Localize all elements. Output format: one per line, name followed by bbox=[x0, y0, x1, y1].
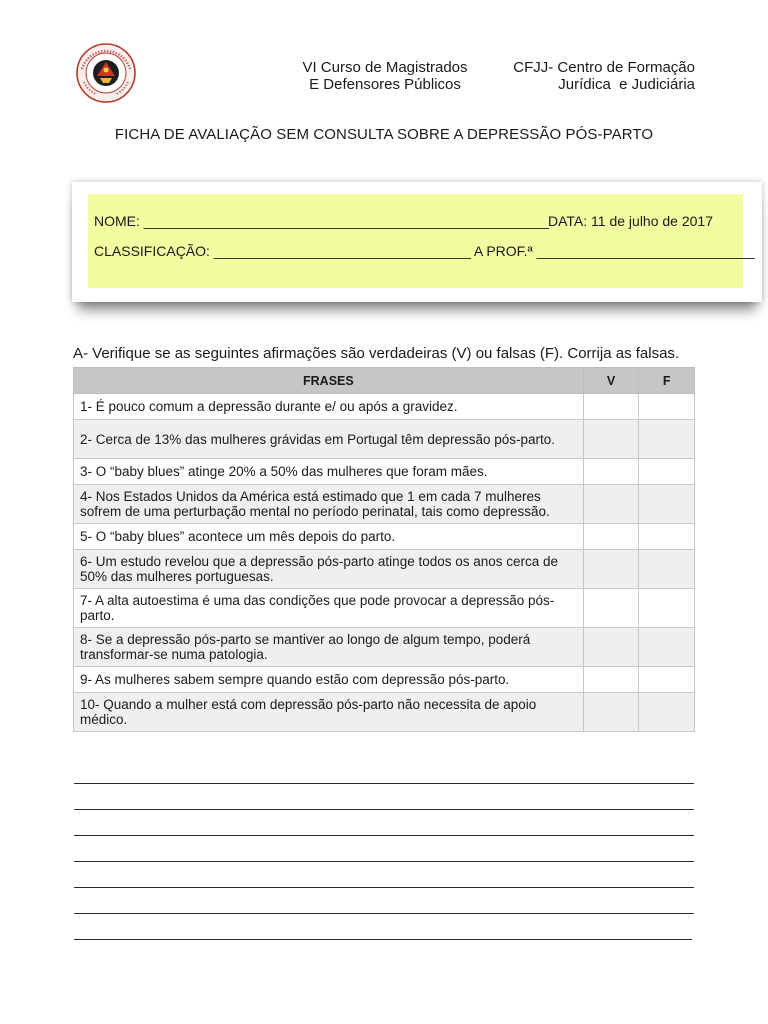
table-row bbox=[74, 589, 695, 628]
header-f: F bbox=[639, 368, 695, 394]
answer-line[interactable] bbox=[74, 862, 694, 888]
answer-line[interactable] bbox=[74, 758, 694, 784]
statement-3: 3- O “baby blues” atinge 20% a 50% das mulheres que foram mães. bbox=[74, 459, 584, 485]
statement-7: 7- A alta autoestima é uma das condições que pode provocar a depressão pós-parto. bbox=[74, 589, 584, 628]
table-row bbox=[74, 485, 695, 524]
answer-v-6[interactable] bbox=[583, 550, 639, 589]
answer-v-2[interactable] bbox=[583, 420, 639, 459]
course-line-1: VI Curso de Magistrados bbox=[302, 59, 468, 76]
table-row bbox=[74, 459, 695, 485]
institution-name bbox=[470, 59, 695, 93]
statement-1: 1- É pouco comum a depressão durante e/ ou após a gravidez. bbox=[74, 394, 584, 420]
answer-line[interactable] bbox=[74, 914, 692, 940]
table-row bbox=[74, 524, 695, 550]
answer-v-10[interactable] bbox=[583, 693, 639, 732]
answer-f-1[interactable] bbox=[639, 394, 695, 420]
statement-10: 10- Quando a mulher está com depressão pós-parto não necessita de apoio médico. bbox=[74, 693, 584, 732]
statement-2: 2- Cerca de 13% das mulheres grávidas em Portugal têm depressão pós-parto. bbox=[74, 420, 584, 459]
header-v: V bbox=[583, 368, 639, 394]
name-field[interactable]: NOME: ____________________________________________________ bbox=[94, 213, 549, 229]
answer-f-10[interactable] bbox=[639, 693, 695, 732]
table-row bbox=[74, 420, 695, 459]
answer-line[interactable] bbox=[74, 784, 694, 810]
table-row bbox=[74, 550, 695, 589]
answer-v-4[interactable] bbox=[583, 485, 639, 524]
institution-line-1: CFJJ- Centro de Formação bbox=[513, 59, 695, 76]
course-name bbox=[270, 59, 500, 93]
answer-v-8[interactable] bbox=[583, 628, 639, 667]
statement-8: 8- Se a depressão pós-parto se mantiver ao longo de algum tempo, poderá transformar-se numa patologia. bbox=[74, 628, 584, 667]
table-header-row bbox=[74, 368, 695, 394]
header-frases: FRASES bbox=[74, 368, 584, 394]
correction-lines bbox=[74, 758, 694, 940]
institution-line-2: Jurídica e Judiciária bbox=[558, 76, 695, 93]
section-a-instruction: A- Verifique se as seguintes afirmações são verdadeiras (V) ou falsas (F). Corrija as falsas. bbox=[73, 345, 680, 362]
answer-f-8[interactable] bbox=[639, 628, 695, 667]
table-row bbox=[74, 667, 695, 693]
course-line-2: E Defensores Públicos bbox=[309, 76, 461, 93]
table-row bbox=[74, 693, 695, 732]
answer-f-9[interactable] bbox=[639, 667, 695, 693]
date-label: DATA: 11 de julho de 2017 bbox=[548, 213, 713, 229]
statements-table bbox=[73, 367, 695, 732]
answer-line[interactable] bbox=[74, 810, 694, 836]
answer-f-7[interactable] bbox=[639, 589, 695, 628]
statement-4: 4- Nos Estados Unidos da América está estimado que 1 em cada 7 mulheres sofrem de uma perturbação mental no período perinatal, tais como depressão. bbox=[74, 485, 584, 524]
classification-and-teacher-fields[interactable]: CLASSIFICAÇÃO: _________________________________ A PROF.ª ____________________________ bbox=[94, 243, 755, 259]
statement-9: 9- As mulheres sabem sempre quando estão com depressão pós-parto. bbox=[74, 667, 584, 693]
answer-v-7[interactable] bbox=[583, 589, 639, 628]
answer-line[interactable] bbox=[74, 888, 694, 914]
table-row bbox=[74, 628, 695, 667]
timor-leste-seal-icon bbox=[72, 42, 140, 104]
answer-f-6[interactable] bbox=[639, 550, 695, 589]
identification-card-fill bbox=[88, 194, 743, 288]
answer-f-2[interactable] bbox=[639, 420, 695, 459]
answer-v-3[interactable] bbox=[583, 459, 639, 485]
answer-v-9[interactable] bbox=[583, 667, 639, 693]
document-title: FICHA DE AVALIAÇÃO SEM CONSULTA SOBRE A DEPRESSÃO PÓS-PARTO bbox=[114, 126, 654, 143]
answer-f-5[interactable] bbox=[639, 524, 695, 550]
statement-5: 5- O “baby blues” acontece um mês depois do parto. bbox=[74, 524, 584, 550]
answer-f-3[interactable] bbox=[639, 459, 695, 485]
answer-line[interactable] bbox=[74, 836, 694, 862]
table-row bbox=[74, 394, 695, 420]
statement-6: 6- Um estudo revelou que a depressão pós-parto atinge todos os anos cerca de 50% das mulheres portuguesas. bbox=[74, 550, 584, 589]
answer-v-5[interactable] bbox=[583, 524, 639, 550]
answer-v-1[interactable] bbox=[583, 394, 639, 420]
answer-f-4[interactable] bbox=[639, 485, 695, 524]
